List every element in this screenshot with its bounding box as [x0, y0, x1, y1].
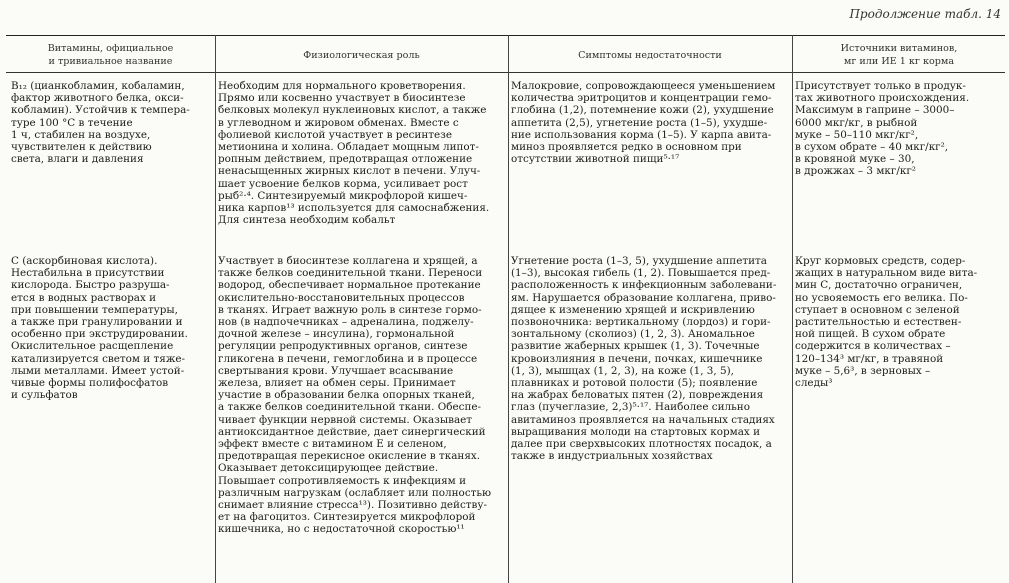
header-sources-line-1: Источники витаминов,	[840, 43, 958, 54]
cell-text-line: С (аскорбиновая кислота).	[11, 255, 158, 267]
cell-text-line: Необходим для нормального кроветворения.	[218, 80, 466, 92]
cell-text-line: 6000 мкг/кг, в рыбной	[795, 116, 918, 129]
cell-text-line: Максимум в гаприне – 3000–	[795, 104, 955, 117]
cell-text-line: Оказывает детоксицирующее действие.	[218, 462, 439, 475]
cell-text-line: растительностью и естествен-	[795, 316, 962, 329]
header-symptoms-label: Симптомы недостаточности	[578, 49, 722, 61]
cell-text-line: свертывания крови. Улучшает всасывание	[218, 364, 454, 377]
cell-text-line: Нестабильна в присутствии	[11, 267, 165, 280]
cell-text-line: расположенность к инфекционным заболевани-	[511, 279, 777, 292]
cell-text-line: плавниках и ротовой полости (5); появление	[511, 377, 758, 390]
row-b12-symptoms-cell	[511, 80, 775, 165]
cell-text-line: ет на фагоцитоз. Синтезируется микрофлорой	[218, 511, 476, 524]
cell-text-line: Прямо или косвенно участвует в биосинтезе	[218, 92, 466, 105]
cell-text-line: миноз проявляется редко в основном при	[511, 141, 742, 154]
cell-text-line: также белков соединительной ткани. Переноси	[218, 267, 483, 280]
cell-text-line: кобламин). Устойчив к темпера-	[11, 104, 190, 117]
cell-text-line: антиоксидантное действие, дает синергический	[218, 425, 486, 438]
cell-text-line: Малокровие, сопровождающееся уменьшением	[511, 80, 776, 92]
cell-text-line: Окислительное расщепление	[11, 340, 174, 353]
cell-text-line: B₁₂ (цианкобламин, кобаламин,	[11, 80, 185, 92]
cell-text-line: тах животного происхождения.	[795, 92, 970, 105]
cell-text-line: Угнетение роста (1–3, 5), ухудшение аппетита	[511, 255, 767, 267]
cell-text-line: в сухом обрате – 40 мкг/кг²,	[795, 141, 949, 154]
row-c-symptoms-cell	[511, 255, 776, 462]
cell-text-line: и сульфатов	[11, 389, 78, 402]
cell-text-line: ям. Нарушается образование коллагена, приво-	[511, 291, 776, 304]
cell-text-line: глаз (пучеглазие, 2,3)⁵·¹⁷. Наиболее сильно	[511, 401, 750, 414]
cell-text-line: ника карпов¹³ используется для самоснабжения.	[218, 202, 490, 215]
cell-text-line: аппетита (2,5), угнетение роста (1–5), ухудше-	[511, 116, 768, 129]
cell-text-line: на жабрах беловатых пятен (2), повреждения	[511, 389, 764, 402]
row-b12-role-cell	[218, 80, 489, 226]
cell-text-line: в тканях. Играет важную роль в синтезе гормо-	[218, 303, 482, 316]
header-sources-line-2: мг или ИЕ 1 кг корма	[843, 56, 955, 67]
cell-text-line: Круг кормовых средств, содер-	[795, 255, 966, 267]
cell-text-line: авитаминоз проявляется на начальных стадиях	[511, 413, 775, 426]
cell-text-line: ступает в основном с зеленой	[795, 303, 960, 316]
cell-text-line: железа, влияет на обмен серы. Принимает	[218, 377, 456, 390]
cell-text-line: окислительно-восстановительных процессов	[218, 291, 465, 304]
cell-text-line: мин С, достаточно ограничен,	[795, 279, 963, 292]
column-divider-3	[792, 35, 793, 583]
row-b12-vitamin-cell	[11, 80, 190, 165]
row-c-sources-cell	[795, 255, 977, 389]
cell-text-line: кишечника, но с недостаточной скоростью¹¹	[218, 523, 465, 536]
cell-text-line: гликогена в печени, гемоглобина и в процессе	[218, 352, 478, 365]
cell-text-line: кровоизлияния в печени, почках, кишечнике	[511, 352, 763, 365]
header-vitamin-line-2: и тривиальное название	[48, 56, 173, 67]
cell-text-line: фолиевой кислотой участвует в ресинтезе	[218, 128, 452, 141]
header-vitamin-line-1: Витамины, официальное	[47, 43, 174, 54]
cell-text-line: нов (в надпочечниках – адреналина, поджелу-	[218, 316, 474, 329]
column-divider-1	[215, 35, 216, 583]
table-top-rule	[6, 35, 1005, 36]
cell-text-line: Присутствует только в продук-	[795, 80, 966, 92]
cell-text-line: 120–134³ мг/кг, в травяной	[795, 352, 944, 365]
cell-text-line: особенно при экструдировании.	[11, 328, 188, 341]
cell-text-line: при повышении температуры,	[11, 303, 178, 316]
cell-text-line: далее при сверхвысоких плотностях посадок, а	[511, 438, 772, 451]
cell-text-line: фактор животного белка, окси-	[11, 92, 184, 105]
cell-text-line: также в индустриальных хозяйствах	[511, 450, 713, 463]
cell-text-line: дочной железе – инсулина), гормональной	[218, 328, 455, 341]
row-b12-sources-cell	[795, 80, 969, 178]
cell-text-line: Участвует в биосинтезе коллагена и хрящей, а	[218, 255, 478, 267]
cell-text-line: эффект вместе с витамином Е и селеном,	[218, 438, 447, 451]
cell-text-line: ной пищей. В сухом обрате	[795, 328, 946, 341]
column-divider-2	[508, 35, 509, 583]
cell-text-line: позвоночника: вертикальному (лордоз) и гори-	[511, 316, 771, 329]
cell-text-line: участие в образовании белка опорных тканей,	[218, 389, 475, 402]
cell-text-line: шает усвоение белков корма, усиливает рост	[218, 177, 468, 190]
cell-text-line: но усвояемость его велика. По-	[795, 291, 968, 304]
cell-text-line: отсутствии животной пищи⁵·¹⁷	[511, 153, 680, 166]
cell-text-line: в кровяной муке – 30,	[795, 153, 915, 166]
cell-text-line: содержится в количествах –	[795, 340, 951, 353]
cell-text-line: развитие жаберных крышек (1, 3). Точечные	[511, 340, 760, 353]
cell-text-line: лыми металлами. Имеет устой-	[11, 364, 185, 377]
cell-text-line: а также белков соединительной ткани. Обеспе-	[218, 401, 482, 414]
cell-text-line: количества эритроцитов и концентрации гемо-	[511, 92, 772, 105]
cell-text-line: белковых молекул нуклеиновых кислот, а также	[218, 104, 487, 117]
cell-text-line: (1, 3), мышцах (1, 2, 3), на коже (1, 3, 5),	[511, 364, 734, 377]
header-sources	[794, 40, 1004, 70]
cell-text-line: рыб²·⁴. Синтезируемый микрофлорой кишеч-	[218, 189, 468, 202]
cell-text-line: водород, обеспечивает нормальное протекание	[218, 279, 481, 292]
cell-text-line: чивые формы полифосфатов	[11, 377, 169, 390]
cell-text-line: снимает влияние стресса¹³). Позитивно действу-	[218, 499, 488, 512]
cell-text-line: катализируется светом и тяже-	[11, 352, 186, 365]
header-vitamin	[8, 40, 213, 70]
row-c-role-cell	[218, 255, 491, 536]
row-c-vitamin-cell	[11, 255, 188, 401]
cell-text-line: различным нагрузкам (ослабляет или полностью	[218, 486, 492, 499]
cell-text-line: дящее к изменению хрящей и искривлению	[511, 303, 755, 316]
cell-text-line: чивает функции нервной системы. Оказывает	[218, 413, 473, 426]
cell-text-line: в углеводном и жировом обменах. Вместе с	[218, 116, 459, 129]
cell-text-line: выращивания молоди на стартовых кормах и	[511, 425, 761, 438]
cell-text-line: муке – 50–110 мкг/кг²,	[795, 128, 919, 141]
cell-text-line: глобина (1,2), потемнение кожи (2), ухудшение	[511, 104, 774, 117]
cell-text-line: в дрожжах – 3 мкг/кг²	[795, 165, 916, 178]
cell-text-line: чувствителен к действию	[11, 141, 152, 154]
cell-text-line: ропным действием, предотвращая отложение	[218, 153, 473, 166]
cell-text-line: туре 100 °С в течение	[11, 116, 133, 129]
cell-text-line: метионина и холина. Обладает мощным липот-	[218, 141, 479, 154]
cell-text-line: а также при гранулировании и	[11, 316, 183, 329]
cell-text-line: ненасыщенных жирных кислот в печени. Улуч-	[218, 165, 481, 178]
continuation-label: Продолжение табл. 14	[849, 7, 1001, 21]
cell-text-line: жащих в натуральном виде вита-	[795, 267, 978, 280]
header-role	[217, 40, 506, 70]
cell-text-line: предотвращая перекисное окисление в тканях.	[218, 450, 481, 463]
table-header-rule	[6, 72, 1005, 73]
cell-text-line: муке – 5,6³, в зерновых –	[795, 364, 931, 377]
cell-text-line: кислорода. Быстро разруша-	[11, 279, 170, 292]
cell-text-line: (1–3), высокая гибель (1, 2). Повышается пред-	[511, 267, 771, 280]
cell-text-line: регуляции репродуктивных органов, синтезе	[218, 340, 468, 353]
cell-text-line: света, влаги и давления	[11, 153, 144, 166]
cell-text-line: зонтальному (сколиоз) (1, 2, 3). Аномальное	[511, 328, 755, 341]
header-role-label: Физиологическая роль	[303, 49, 420, 61]
cell-text-line: ние использования корма (1–5). У карпа авита-	[511, 128, 772, 141]
header-symptoms	[510, 40, 790, 70]
cell-text-line: Повышает сопротивляемость к инфекциям и	[218, 474, 466, 487]
cell-text-line: Для синтеза необходим кобальт	[218, 214, 396, 227]
cell-text-line: 1 ч, стабилен на воздухе,	[11, 128, 151, 141]
cell-text-line: следы³	[795, 377, 833, 390]
cell-text-line: ется в водных растворах и	[11, 291, 157, 304]
